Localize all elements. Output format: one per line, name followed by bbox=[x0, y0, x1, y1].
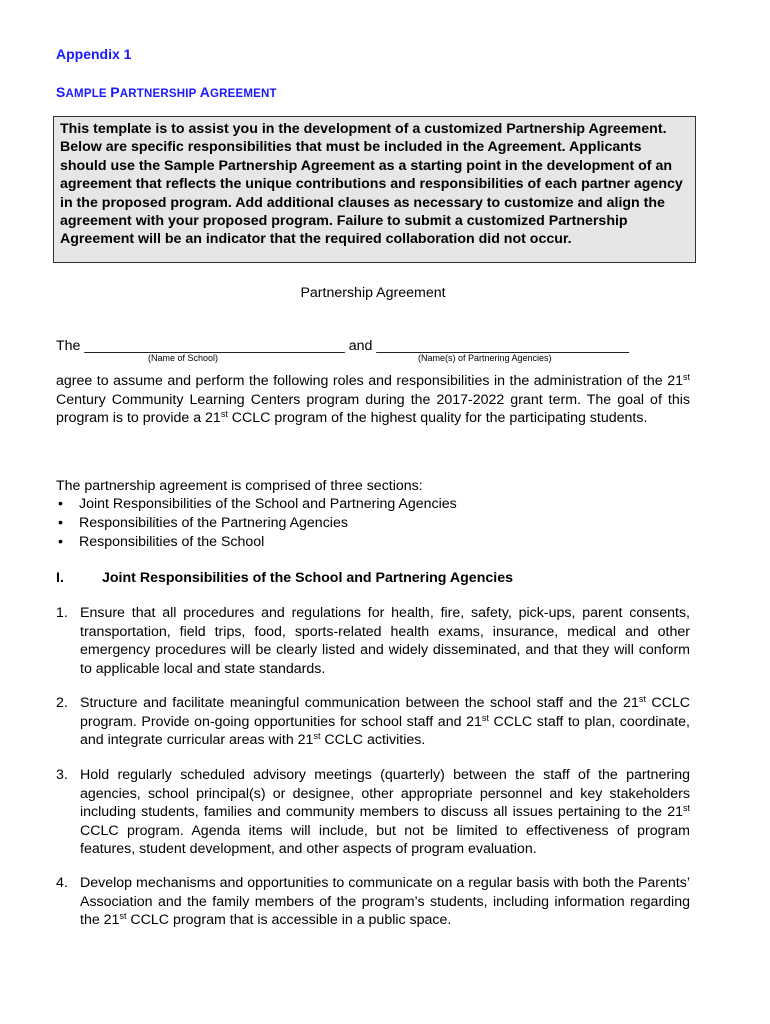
intro-text-3: CCLC program of the highest quality for the participating students. bbox=[227, 410, 648, 427]
item-text-part: Ensure that all procedures and regulations for health, fire, safety, pick-ups, parent consents, transportation, field trips, food, sports-related health exams, insurance, medical and other emergency procedures will be clearly listed and widely disseminated, and that they will conform to applicable local and state standards. bbox=[80, 605, 690, 677]
item-number: 1. bbox=[56, 605, 68, 621]
item-text-part: CCLC staff to plan, coordinate, and integrate curricular areas with 21 bbox=[80, 713, 690, 749]
school-name-blank[interactable]: _________________________________ bbox=[84, 338, 345, 354]
list-item: • Joint Responsibilities of the School and Partnering Agencies bbox=[56, 495, 457, 514]
item-text bbox=[80, 604, 690, 678]
title-letter-a: A bbox=[199, 84, 211, 100]
the-label: The bbox=[56, 338, 85, 354]
item-text-part: Structure and facilitate meaningful communication between the school staff and the 21 bbox=[80, 695, 639, 711]
sections-list bbox=[56, 495, 457, 552]
intro-text-2: Century Community Learning Centers program during the 2017-2022 grant term. The goal of this program is to provide a 21 bbox=[56, 391, 690, 427]
intro-sup-2: st bbox=[220, 409, 228, 420]
item-text-part: Hold regularly scheduled advisory meetings (quarterly) between the staff of the partnering agencies, school principal(s) or designee, other appropriate personnel and key stakeholders including students, families and community members to discuss all issues pertaining to the 21 bbox=[80, 767, 690, 821]
superscript-st: st bbox=[119, 911, 127, 922]
title-part-artnership: ARTNERSHIP bbox=[119, 88, 200, 100]
superscript-st: st bbox=[682, 803, 690, 814]
title-letter-p: P bbox=[110, 84, 120, 100]
intro-sup-1: st bbox=[682, 372, 690, 382]
item-text bbox=[80, 874, 690, 930]
agreement-title: Partnership Agreement bbox=[300, 285, 446, 301]
item-text-part: CCLC program that is accessible in a public space. bbox=[126, 912, 452, 929]
and-label: and bbox=[344, 338, 377, 354]
list-item bbox=[56, 766, 690, 859]
superscript-st: st bbox=[638, 694, 646, 704]
section-number: I. bbox=[56, 570, 64, 586]
list-item bbox=[56, 694, 690, 750]
title-part-greement: GREEMENT bbox=[210, 88, 277, 100]
intro-paragraph bbox=[56, 372, 690, 428]
superscript-st: st bbox=[481, 712, 489, 723]
parties-line bbox=[56, 338, 629, 354]
item-text-part: CCLC activities. bbox=[320, 732, 426, 749]
list-item bbox=[56, 604, 690, 678]
instructions-notice-box: This template is to assist you in the development of a customized Partnership Agreement. Below are specific responsibilities that must be included in the Agreement. Applicants should use the Sample Partnership Agreement as a starting point in the development of an agreement that reflects the unique contributions and responsibilities of each partner agency in the proposed program. Add additional clauses as necessary to customize and align the agreement with your proposed program. Failure to submit a customized Partnership Agreement will be an indicator that the required collaboration did not occur. bbox=[53, 116, 696, 263]
list-item: • Responsibilities of the Partnering Agencies bbox=[56, 514, 457, 533]
agency-name-blank[interactable]: ________________________________ bbox=[376, 338, 629, 354]
item-number: 4. bbox=[56, 875, 68, 891]
agency-name-caption: (Name(s) of Partnering Agencies) bbox=[418, 353, 552, 363]
item-text bbox=[80, 694, 690, 750]
superscript-st: st bbox=[313, 731, 321, 742]
item-number: 2. bbox=[56, 695, 68, 711]
item-text bbox=[80, 766, 690, 859]
list-item: • Responsibilities of the School bbox=[56, 533, 457, 552]
intro-text-1: agree to assume and perform the following roles and responsibilities in the administration of the 21 bbox=[56, 373, 683, 389]
appendix-label: Appendix 1 bbox=[56, 46, 132, 62]
item-text-part: CCLC program. Provide on-going opportunities for school staff and 21 bbox=[80, 695, 690, 730]
sections-intro: The partnership agreement is comprised of three sections: bbox=[56, 478, 423, 494]
item-number: 3. bbox=[56, 767, 68, 783]
title-part-ample: AMPLE bbox=[65, 88, 111, 100]
sample-agreement-title bbox=[56, 84, 277, 100]
item-text-part: CCLC program. Agenda items will include, but not be limited to effectiveness of program features, student development, and other aspects of program evaluation. bbox=[80, 822, 690, 858]
title-letter-s: S bbox=[56, 84, 66, 100]
list-item bbox=[56, 874, 690, 930]
school-name-caption: (Name of School) bbox=[148, 353, 219, 363]
section-title: Joint Responsibilities of the School and Partnering Agencies bbox=[102, 570, 513, 586]
item-text-part: Develop mechanisms and opportunities to communicate on a regular basis with both the Parents’ Association and the family members of the program’s students, including information regarding the 21 bbox=[80, 875, 690, 929]
